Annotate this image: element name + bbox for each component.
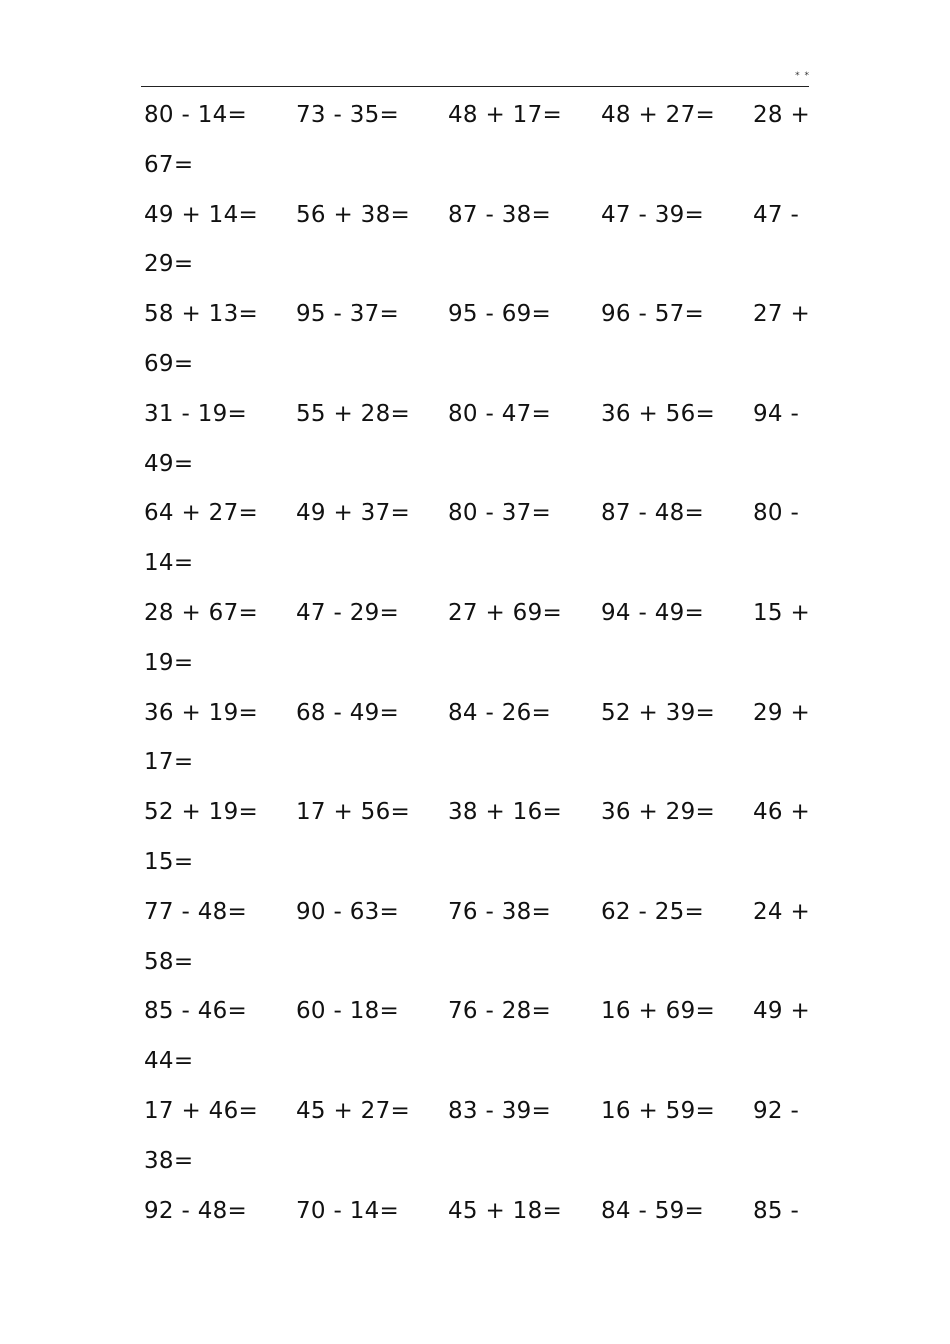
math-problem: 83 - 39= <box>448 1097 552 1124</box>
math-problem: 24 + <box>753 898 811 925</box>
math-problem: 52 + 19= <box>144 799 259 826</box>
math-problem: 87 - 38= <box>448 201 552 228</box>
wrapped-line <box>144 644 814 694</box>
math-problem: 45 + 18= <box>448 1197 563 1224</box>
wrapped-line <box>144 1042 814 1092</box>
math-problem: 31 - 19= <box>144 400 248 427</box>
math-problem: 80 - 37= <box>448 500 552 527</box>
math-problem: 80 - 47= <box>448 400 552 427</box>
header-rule <box>141 86 809 87</box>
problem-line <box>144 96 814 146</box>
math-problem: 73 - 35= <box>296 102 400 128</box>
math-problem: 16 + 59= <box>601 1097 716 1124</box>
problem-line <box>144 992 814 1042</box>
math-problem: 95 - 37= <box>296 301 400 328</box>
math-problem: 84 - 26= <box>448 699 552 726</box>
problem-line <box>144 793 814 843</box>
math-problem: 27 + 69= <box>448 599 563 626</box>
math-problem: 64 + 27= <box>144 500 259 527</box>
math-problem: 47 - 29= <box>296 599 400 626</box>
math-problem: 28 + 67= <box>144 599 259 626</box>
math-problem: 17 + 46= <box>144 1097 259 1124</box>
math-problem: 46 + <box>753 799 811 826</box>
math-problem-continuation: 29= <box>144 251 194 278</box>
wrapped-line <box>144 1142 814 1192</box>
math-problem: 47 - 39= <box>601 201 705 228</box>
math-problem: 17 + 56= <box>296 799 411 826</box>
math-problem: 15 + <box>753 599 811 626</box>
wrapped-line <box>144 245 814 295</box>
math-problem-continuation: 14= <box>144 550 194 577</box>
math-problem: 49 + 14= <box>144 201 259 228</box>
math-problem: 48 + 17= <box>448 102 563 128</box>
math-problem: 76 - 38= <box>448 898 552 925</box>
math-problem: 60 - 18= <box>296 998 400 1025</box>
problem-line <box>144 594 814 644</box>
math-problem: 38 + 16= <box>448 799 563 826</box>
math-problem: 68 - 49= <box>296 699 400 726</box>
math-problem: 76 - 28= <box>448 998 552 1025</box>
math-problem: 70 - 14= <box>296 1197 400 1224</box>
problem-line <box>144 1192 814 1242</box>
problem-line <box>144 395 814 445</box>
problem-line <box>144 196 814 246</box>
math-problem: 29 + <box>753 699 811 726</box>
math-problem-continuation: 17= <box>144 749 194 776</box>
math-problem: 55 + 28= <box>296 400 411 427</box>
math-problem: 80 - 14= <box>144 102 248 128</box>
wrapped-line <box>144 345 814 395</box>
math-problem: 96 - 57= <box>601 301 705 328</box>
math-problem: 36 + 56= <box>601 400 716 427</box>
wrapped-line <box>144 743 814 793</box>
math-problem: 48 + 27= <box>601 102 716 128</box>
problem-line <box>144 1092 814 1142</box>
math-problem: 94 - 49= <box>601 599 705 626</box>
worksheet-problems <box>144 96 814 1241</box>
wrapped-line <box>144 544 814 594</box>
math-problem: 90 - 63= <box>296 898 400 925</box>
math-problem: 92 - 48= <box>144 1197 248 1224</box>
math-problem: 85 - <box>753 1197 800 1224</box>
math-problem: 56 + 38= <box>296 201 411 228</box>
math-problem: 27 + <box>753 301 811 328</box>
math-problem: 58 + 13= <box>144 301 259 328</box>
math-problem-continuation: 49= <box>144 450 194 477</box>
problem-line <box>144 295 814 345</box>
math-problem: 16 + 69= <box>601 998 716 1025</box>
math-problem: 80 - <box>753 500 800 527</box>
math-problem: 92 - <box>753 1097 800 1124</box>
math-problem: 62 - 25= <box>601 898 705 925</box>
math-problem-continuation: 58= <box>144 948 194 975</box>
math-problem: 85 - 46= <box>144 998 248 1025</box>
problem-line <box>144 893 814 943</box>
header-mark: * * <box>795 71 810 81</box>
math-problem: 28 + <box>753 102 811 128</box>
math-problem-continuation: 69= <box>144 350 194 377</box>
math-problem: 87 - 48= <box>601 500 705 527</box>
math-problem: 52 + 39= <box>601 699 716 726</box>
math-problem: 36 + 19= <box>144 699 259 726</box>
problem-line <box>144 694 814 744</box>
math-problem: 94 - <box>753 400 800 427</box>
wrapped-line <box>144 445 814 495</box>
wrapped-line <box>144 146 814 196</box>
math-problem-continuation: 19= <box>144 649 194 676</box>
wrapped-line <box>144 843 814 893</box>
math-problem: 77 - 48= <box>144 898 248 925</box>
math-problem: 36 + 29= <box>601 799 716 826</box>
math-problem-continuation: 67= <box>144 151 194 178</box>
math-problem-continuation: 15= <box>144 848 194 875</box>
math-problem-continuation: 38= <box>144 1147 194 1174</box>
math-problem-continuation: 44= <box>144 1048 194 1075</box>
wrapped-line <box>144 943 814 993</box>
problem-line <box>144 494 814 544</box>
math-problem: 47 - <box>753 201 800 228</box>
math-problem: 49 + <box>753 998 811 1025</box>
math-problem: 49 + 37= <box>296 500 411 527</box>
math-problem: 45 + 27= <box>296 1097 411 1124</box>
math-problem: 95 - 69= <box>448 301 552 328</box>
math-problem: 84 - 59= <box>601 1197 705 1224</box>
